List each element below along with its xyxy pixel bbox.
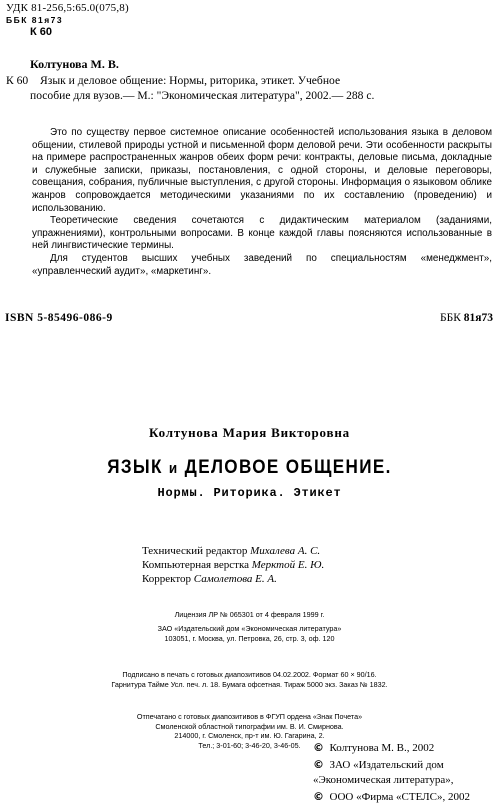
publisher-name: ЗАО «Издательский дом «Экономическая литература» <box>0 624 499 634</box>
bbk-code-top: ББК 81я73 <box>6 15 63 25</box>
book-subtitle: Нормы. Риторика. Этикет <box>0 486 499 500</box>
copyright-line <box>313 773 470 789</box>
publisher-info <box>0 624 499 643</box>
copyright-notices <box>313 740 470 805</box>
print-info-line-2: Гарнитура Тайме Усл. печ. л. 18. Бумага офсетная. Тираж 5000 экз. Заказ № 1832. <box>0 680 499 690</box>
catalog-line-1 <box>6 74 494 89</box>
credit-row <box>142 544 324 558</box>
printer-line-3: 214000, г. Смоленск, пр-т им. Ю. Гагарина, 2. <box>0 731 499 741</box>
title-part-1: ЯЗЫК <box>107 457 163 478</box>
publisher-address: 103051, г. Москва, ул. Петровка, 26, стр. 3, оф. 120 <box>0 634 499 644</box>
title-part-3: ДЕЛОВОЕ ОБЩЕНИЕ. <box>185 457 392 478</box>
author-full-name: Колтунова Мария Викторовна <box>0 425 499 441</box>
printer-line-2: Смоленской областной типографии им. В. И. Смирнова. <box>0 722 499 732</box>
credit-row <box>142 572 324 586</box>
udk-code: УДК 81-256,5:65.0(075,8) <box>6 2 129 14</box>
book-title <box>25 457 474 479</box>
catalog-description: Язык и деловое общение: Нормы, риторика, этикет. Учебное <box>40 74 340 87</box>
credit-role: Технический редактор <box>142 545 247 557</box>
annotation-paragraph-2: Теоретические сведения сочетаются с дидактическим материалом (заданиями, упражнениями), контрольными вопросами. В конце каждой главы поясняются использованные в ней лингвистические термины. <box>32 215 492 253</box>
credits <box>142 544 324 586</box>
license: Лицензия ЛР № 065301 от 4 февраля 1999 г. <box>0 610 499 620</box>
copyright-icon: © <box>313 741 324 754</box>
catalog-k-code: К 60 <box>6 74 40 89</box>
annotation <box>32 127 492 278</box>
print-info-line-1: Подписано в печать с готовых диапозитивов 04.02.2002. Формат 60 × 90/16. <box>0 670 499 680</box>
catalog-entry <box>6 74 494 103</box>
copyright-text: ЗАО «Издательский дом <box>330 759 444 771</box>
bbk-prefix: ББК <box>440 312 461 324</box>
bbk-code-bottom <box>440 312 493 324</box>
catalog-author: Колтунова М. В. <box>30 57 119 72</box>
copyright-line <box>313 757 470 774</box>
catalog-line-2: пособие для вузов.— М.: "Экономическая литература", 2002.— 288 с. <box>6 89 494 104</box>
credit-name: Самолетова Е. А. <box>194 573 277 585</box>
annotation-paragraph-1: Это по существу первое системное описание особенностей использования языка в деловом общении, стилевой природы устной и письменной форм деловой речи. Эти особенности раскрыты на примере распространенных жанров обеих форм речи: контракты, деловые письма, докладные и служебные записки, приказы, постановления, с одной стороны, и деловые переговоры, совещания, собрания, публичные выступления, с другой стороны. Информация о языковом облике жанров сопровождается методическими указаниями по их составлению (проведению) и использованию. <box>32 127 492 215</box>
credit-role: Компьютерная верстка <box>142 559 249 571</box>
author-mark-code: К 60 <box>30 26 52 38</box>
annotation-paragraph-3: Для студентов высших учебных заведений по специальностям «менеджмент», «управленческий аудит», «маркетинг». <box>32 253 492 278</box>
credit-role: Корректор <box>142 573 191 585</box>
credit-name: Михалева А. С. <box>250 545 320 557</box>
copyright-icon: © <box>313 790 324 803</box>
printer-line-4: Тел.; 3-01-60; 3-46-20, 3-46-05. <box>0 741 499 751</box>
copyright-line <box>313 789 470 805</box>
credit-row <box>142 558 324 572</box>
title-part-2: и <box>169 460 179 477</box>
copyright-text: «Экономическая литература», <box>313 774 453 786</box>
print-info <box>0 670 499 689</box>
copyright-icon: © <box>313 758 324 771</box>
copyright-text: ООО «Фирма «СТЕЛС», 2002 <box>330 791 470 803</box>
credit-name: Мерктой Е. Ю. <box>252 559 324 571</box>
bbk-value: 81я73 <box>464 312 493 324</box>
copyright-text: Колтунова М. В., 2002 <box>330 742 435 754</box>
printer-line-1: Отпечатано с готовых диапозитивов в ФГУП ордена «Знак Почета» <box>0 712 499 722</box>
isbn: ISBN 5-85496-086-9 <box>5 312 113 324</box>
copyright-line <box>313 740 470 757</box>
